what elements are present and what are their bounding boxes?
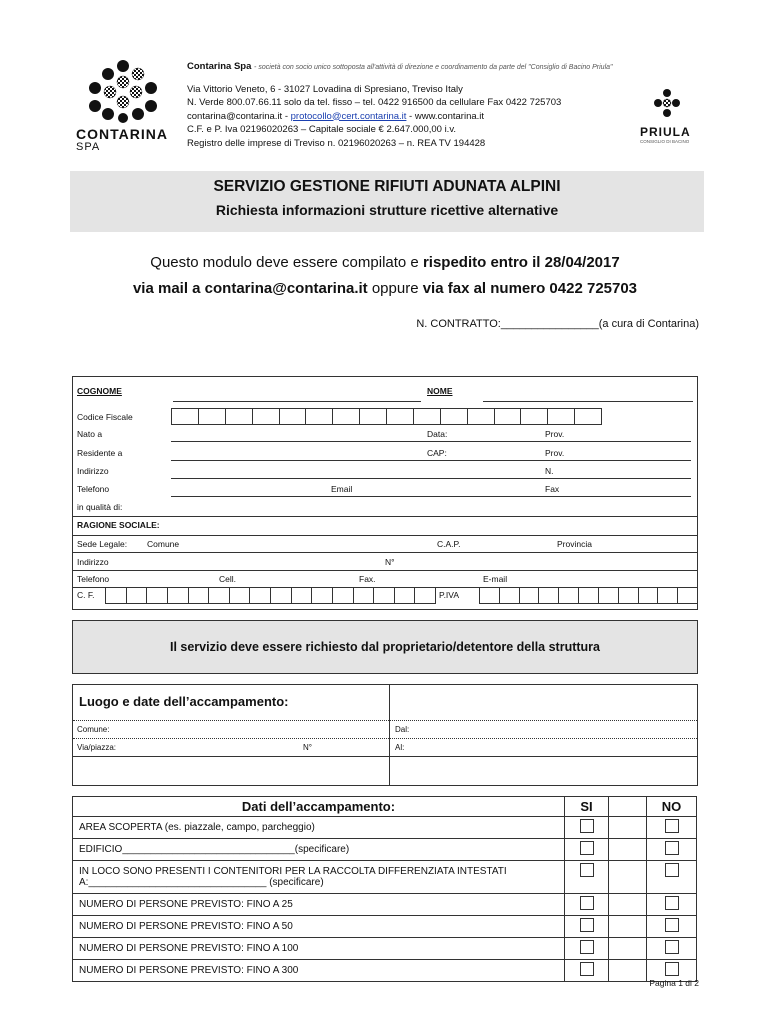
fax-label: Fax: [545, 484, 560, 494]
table-row: [73, 938, 697, 960]
fax2-label: Fax.: [359, 574, 376, 584]
indirizzo-label: Indirizzo: [77, 466, 109, 476]
pec-link[interactable]: protocollo@cert.contarina.it: [290, 110, 407, 122]
telefono2-label: Telefono: [77, 574, 110, 584]
row-label: IN LOCO SONO PRESENTI I CONTENITORI PER LA RACCOLTA DIFFERENZIATA INTESTATI A:________________________________ (specificare): [73, 861, 565, 894]
brand-name: CONTARINA: [76, 126, 168, 142]
camp-data-table: [72, 796, 697, 982]
company-name: Contarina Spa: [187, 61, 252, 72]
camp-n-label: N°: [303, 743, 312, 752]
si-checkbox[interactable]: [580, 863, 594, 877]
qualita-label: in qualità di:: [77, 502, 123, 512]
brand-sub: SPA: [76, 141, 101, 153]
prov-label-1: Prov.: [545, 429, 565, 439]
camp-al-label: Al:: [395, 743, 405, 752]
residente-label: Residente a: [77, 448, 123, 458]
cognome-input[interactable]: [173, 401, 421, 402]
indirizzo-input[interactable]: [171, 478, 691, 479]
ragione-sociale-label: RAGIONE SOCIALE:: [77, 520, 160, 530]
page-subtitle: Richiesta informazioni strutture ricettive alternative: [215, 202, 559, 218]
row-label: EDIFICIO_______________________________(specificare): [73, 839, 565, 861]
codice-fiscale-label: Codice Fiscale: [77, 412, 133, 422]
table-row: [73, 839, 697, 861]
piva-input[interactable]: [479, 587, 698, 604]
cap2-label: C.A.P.: [437, 539, 461, 549]
no-checkbox[interactable]: [665, 918, 679, 932]
telefono-input[interactable]: [171, 496, 691, 497]
no-checkbox[interactable]: [665, 819, 679, 833]
company-header: [187, 60, 707, 150]
table-header: [73, 797, 697, 817]
email-label: Email: [331, 484, 353, 494]
no-checkbox[interactable]: [665, 896, 679, 910]
row-label: NUMERO DI PERSONE PREVISTO: FINO A 300: [73, 960, 565, 982]
nome-input[interactable]: [483, 401, 693, 402]
telefono-label: Telefono: [77, 484, 110, 494]
row-label: NUMERO DI PERSONE PREVISTO: FINO A 25: [73, 894, 565, 916]
provincia-label: Provincia: [557, 539, 592, 549]
si-checkbox[interactable]: [580, 896, 594, 910]
company-registry: Registro delle imprese di Treviso n. 02196020263 – n. REA TV 194428: [187, 137, 486, 149]
notice-mail: via mail a contarina@contarina.it: [132, 280, 368, 297]
company-fiscal: C.F. e P. Iva 02196020263 – Capitale sociale € 2.647.000,00 i.v.: [187, 124, 457, 135]
camp-data-title: Dati dell’accampamento:: [73, 797, 565, 817]
cf-label: C. F.: [77, 590, 95, 600]
company-website: - www.contarina.it: [406, 110, 485, 122]
table-row: [73, 861, 697, 894]
no-checkbox[interactable]: [665, 962, 679, 976]
page-number: Pagina 1 di 2: [649, 978, 699, 988]
table-row: [73, 916, 697, 938]
codice-fiscale-input[interactable]: [171, 408, 602, 425]
no-checkbox[interactable]: [665, 841, 679, 855]
row-label: NUMERO DI PERSONE PREVISTO: FINO A 50: [73, 916, 565, 938]
camp-location-box: [72, 684, 698, 786]
cell-label: Cell.: [219, 574, 237, 584]
company-tagline: - società con socio unico sottoposta all'attività di direzione e coordinamento da parte del "Consiglio di Bacino Priula": [254, 64, 613, 71]
priula-name: PRIULA: [640, 125, 691, 139]
no-header: NO: [647, 797, 697, 817]
cognome-label: COGNOME: [77, 386, 122, 396]
priula-logo: [640, 88, 700, 144]
si-checkbox[interactable]: [580, 841, 594, 855]
residente-input[interactable]: [171, 460, 691, 461]
email2-label: E-mail: [483, 574, 508, 584]
priula-logo-icon: [652, 88, 682, 118]
contarina-logo-icon: [88, 60, 158, 124]
camp-location-title: Luogo e date dell’accampamento:: [79, 694, 289, 709]
camp-dal-label: Dal:: [395, 725, 410, 734]
notice-or: oppure: [367, 280, 423, 297]
nato-a-input[interactable]: [171, 441, 691, 442]
nome-label: NOME: [427, 386, 453, 396]
contract-number: N. CONTRATTO:________________(a cura di Contarina): [416, 318, 699, 330]
si-checkbox[interactable]: [580, 819, 594, 833]
submission-notice: [40, 250, 730, 302]
piva-label: P.IVA: [439, 590, 460, 600]
sede-legale-label: Sede Legale:: [77, 539, 128, 549]
company-address: Via Vittorio Veneto, 6 - 31027 Lovadina di Spresiano, Treviso Italy: [187, 83, 463, 95]
data-label: Data:: [427, 429, 448, 439]
page-title: SERVIZIO GESTIONE RIFIUTI ADUNATA ALPINI: [213, 178, 561, 195]
service-note: Il servizio deve essere richiesto dal proprietario/detentore della struttura: [72, 620, 698, 674]
row-label: AREA SCOPERTA (es. piazzale, campo, parcheggio): [73, 817, 565, 839]
camp-comune-label: Comune:: [77, 725, 110, 734]
table-row: [73, 817, 697, 839]
numero2-label: N°: [385, 557, 395, 567]
title-box: [70, 171, 704, 232]
company-email: contarina@contarina.it -: [187, 110, 291, 122]
numero-label: N.: [545, 466, 554, 476]
table-row: [73, 894, 697, 916]
indirizzo2-label: Indirizzo: [77, 557, 109, 567]
si-header: SI: [565, 797, 609, 817]
si-checkbox[interactable]: [580, 962, 594, 976]
nato-a-label: Nato a: [77, 429, 103, 439]
priula-sub: CONSIGLIO DI BACINO: [640, 139, 690, 144]
comune-label: Comune: [147, 539, 180, 549]
company-phones: N. Verde 800.07.66.11 solo da tel. fisso – tel. 0422 916500 da cellulare Fax 0422 725703: [187, 97, 562, 108]
table-row: [73, 960, 697, 982]
si-checkbox[interactable]: [580, 918, 594, 932]
notice-deadline: rispedito entro il 28/04/2017: [422, 254, 620, 271]
notice-a: Questo modulo deve essere compilato e: [150, 254, 423, 271]
no-checkbox[interactable]: [665, 863, 679, 877]
row-label: NUMERO DI PERSONE PREVISTO: FINO A 100: [73, 938, 565, 960]
cap-label: CAP:: [427, 448, 447, 458]
no-checkbox[interactable]: [665, 940, 679, 954]
prov-label-2: Prov.: [545, 448, 565, 458]
applicant-form: [72, 376, 698, 610]
si-checkbox[interactable]: [580, 940, 594, 954]
cf-input[interactable]: [105, 587, 436, 604]
notice-fax: via fax al numero 0422 725703: [422, 280, 638, 297]
camp-via-label: Via/piazza:: [77, 743, 116, 752]
